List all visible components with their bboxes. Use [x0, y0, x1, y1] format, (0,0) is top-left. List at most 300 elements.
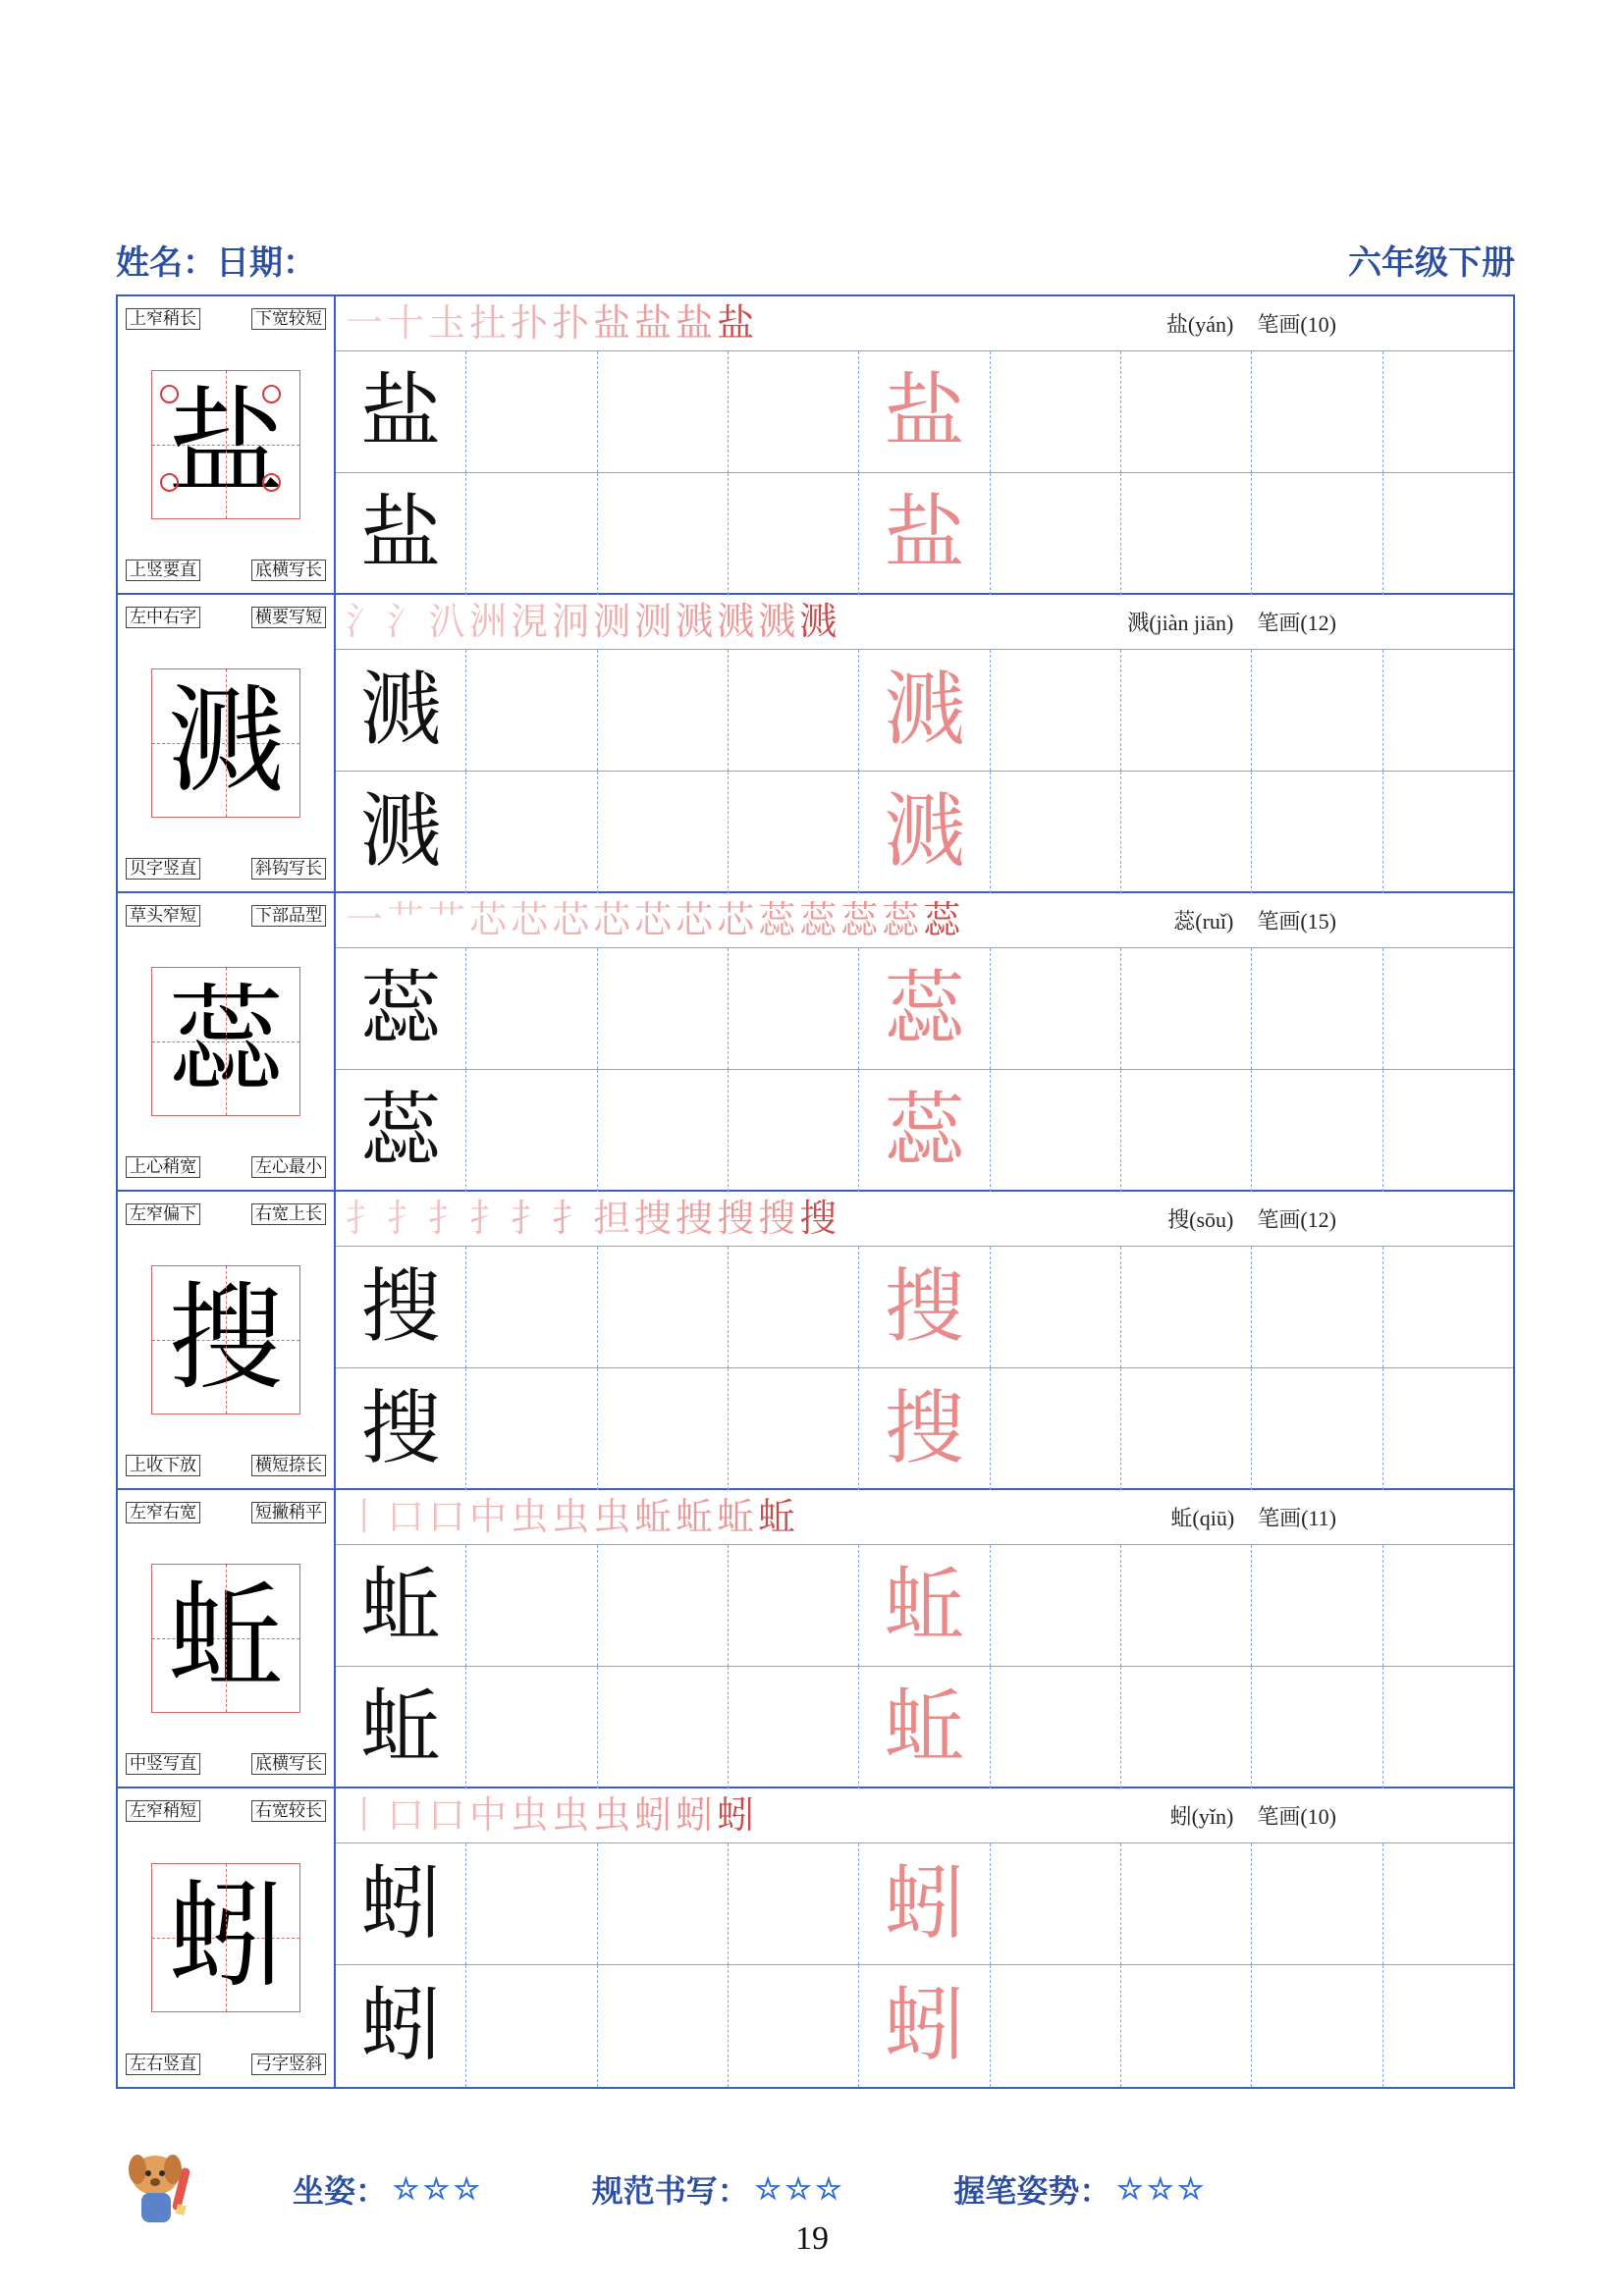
practice-cell[interactable]	[1383, 473, 1513, 595]
practice-cell[interactable]	[1383, 1247, 1513, 1367]
practice-cell[interactable]	[1252, 351, 1382, 472]
practice-cell[interactable]	[1383, 772, 1513, 893]
tip-bottom-right: 横短捺长	[251, 1455, 326, 1476]
traced-character: 蕊	[884, 963, 965, 1053]
practice-cell[interactable]	[336, 1070, 466, 1192]
practice-cell[interactable]	[859, 948, 990, 1069]
practice-cell[interactable]	[1121, 1667, 1252, 1789]
pinyin-label: 蚯(qiū)	[1170, 1506, 1235, 1530]
practice-cell[interactable]	[466, 650, 597, 771]
character-row	[118, 893, 1513, 1192]
practice-cell[interactable]	[991, 1247, 1121, 1367]
grip-label: 握笔姿势：	[953, 2173, 1111, 2209]
practice-cell[interactable]	[336, 1843, 466, 1964]
practice-cell[interactable]	[598, 351, 729, 472]
stroke-step: 扌	[387, 1198, 425, 1240]
practice-cell[interactable]	[729, 948, 859, 1069]
stroke-step: 捜	[676, 1198, 714, 1240]
stroke-step: 蚓	[676, 1794, 714, 1837]
stroke-step: 蕊	[882, 899, 920, 941]
tip-bottom-left: 上收下放	[126, 1455, 200, 1476]
printed-character: 盐	[360, 366, 442, 456]
page-footer	[116, 2155, 1515, 2223]
stroke-step: 盐	[634, 302, 673, 345]
practice-cell[interactable]	[1383, 650, 1513, 771]
practice-cell[interactable]	[336, 351, 466, 472]
tips-top	[126, 1502, 326, 1523]
practice-cell[interactable]	[598, 1070, 729, 1192]
stroke-step: 一	[346, 302, 384, 345]
practice-cell[interactable]	[466, 1368, 597, 1490]
writing-stars[interactable]: ☆☆☆	[754, 2172, 846, 2206]
stroke-step: 中	[469, 1496, 508, 1538]
posture-label: 坐姿：	[293, 2173, 388, 2209]
practice-cell[interactable]	[466, 1965, 597, 2087]
practice-grid	[336, 1843, 1513, 2087]
practice-cell[interactable]	[729, 351, 859, 472]
practice-area	[336, 296, 1513, 593]
practice-cell[interactable]	[598, 1667, 729, 1789]
practice-cell[interactable]	[859, 351, 990, 472]
practice-cell[interactable]	[1252, 772, 1382, 893]
tip-top-right: 右宽较长	[251, 1800, 326, 1822]
stroke-order-list	[336, 601, 838, 643]
posture-stars[interactable]: ☆☆☆	[393, 2172, 484, 2206]
tip-top-left: 草头窄短	[126, 905, 200, 927]
printed-character: 蕊	[360, 1086, 442, 1175]
stroke-step: 口	[387, 1496, 425, 1538]
practice-cell[interactable]	[336, 650, 466, 771]
stroke-order-strip	[336, 1490, 1513, 1545]
stroke-step: 泂	[552, 601, 590, 643]
stroke-step: 扑	[511, 302, 549, 345]
stroke-step: 搜	[758, 1198, 796, 1240]
stroke-step: 口	[428, 1496, 466, 1538]
practice-cell[interactable]	[1383, 1368, 1513, 1490]
practice-cell[interactable]	[991, 1667, 1121, 1789]
traced-character: 蚯	[884, 1682, 965, 1772]
tips-top	[126, 607, 326, 628]
grip-stars[interactable]: ☆☆☆	[1116, 2172, 1209, 2206]
printed-character: 蚯	[360, 1560, 442, 1650]
tip-top-left: 左窄右宽	[126, 1502, 200, 1523]
stroke-step: 十	[387, 302, 425, 345]
stroke-step: 芯	[593, 899, 631, 941]
stroke-step: 芯	[552, 899, 590, 941]
stroke-marker	[160, 473, 179, 492]
student-name-label: 姓名：	[116, 244, 216, 282]
practice-cell[interactable]	[1121, 1843, 1252, 1964]
printed-character: 蚯	[360, 1682, 442, 1772]
stroke-step: 口	[387, 1794, 425, 1837]
stroke-marker	[160, 385, 179, 403]
model-glyph: 蚯	[167, 1574, 284, 1702]
practice-cell[interactable]	[1383, 1965, 1513, 2087]
character-row	[118, 595, 1513, 893]
stroke-step: 搜	[799, 1198, 838, 1240]
pinyin-label: 蕊(ruǐ)	[1173, 909, 1234, 934]
writing-rating	[592, 2166, 846, 2212]
tip-bottom-left: 上竖要直	[126, 560, 200, 581]
stroke-step: 虫	[552, 1794, 590, 1837]
posture-rating	[293, 2166, 484, 2212]
stroke-step: 蚓	[717, 1794, 755, 1837]
practice-cell[interactable]	[466, 351, 597, 472]
writing-label: 规范书写：	[591, 2173, 749, 2209]
model-grid-box	[151, 1863, 300, 2012]
tip-top-right: 横要写短	[251, 607, 326, 628]
model-character-cell	[118, 1789, 336, 2087]
practice-cell[interactable]	[466, 1843, 597, 1964]
character-row	[118, 1490, 1513, 1789]
stroke-step: 盐	[676, 302, 714, 345]
practice-cell[interactable]	[1383, 948, 1513, 1069]
practice-cell[interactable]	[1121, 1247, 1252, 1367]
practice-cell[interactable]	[859, 1545, 990, 1666]
practice-cell[interactable]	[729, 1843, 859, 1964]
traced-character: 蚓	[884, 1981, 965, 2070]
practice-cell[interactable]	[729, 1070, 859, 1192]
model-character-cell	[118, 296, 336, 593]
character-meta	[1173, 905, 1336, 935]
practice-cell[interactable]	[1383, 1667, 1513, 1789]
practice-cell[interactable]	[991, 351, 1121, 472]
practice-grid-row	[336, 473, 1513, 595]
practice-cell[interactable]	[336, 1247, 466, 1367]
practice-grid	[336, 351, 1513, 595]
practice-cell[interactable]	[1121, 650, 1252, 771]
practice-grid-row	[336, 1070, 1513, 1192]
stroke-step: 蚯	[676, 1496, 714, 1538]
stroke-step: 涀	[511, 601, 549, 643]
practice-cell[interactable]	[466, 1545, 597, 1666]
practice-cell[interactable]	[991, 772, 1121, 893]
stroke-step: 溅	[717, 601, 755, 643]
practice-cell[interactable]	[466, 1247, 597, 1367]
stroke-step: 蚓	[634, 1794, 673, 1837]
practice-cell[interactable]	[991, 1965, 1121, 2087]
stroke-step: 丨	[346, 1496, 384, 1538]
stroke-step: 洲	[469, 601, 508, 643]
tips-top	[126, 1203, 326, 1225]
model-glyph: 搜	[167, 1275, 284, 1404]
practice-cell[interactable]	[1383, 1070, 1513, 1192]
stroke-step: 捜	[634, 1198, 673, 1240]
stroke-order-strip	[336, 1192, 1513, 1247]
stroke-marker	[262, 385, 281, 403]
practice-area	[336, 1192, 1513, 1488]
character-meta	[1166, 308, 1336, 339]
model-grid-box	[151, 967, 300, 1116]
stroke-step: 扑	[552, 302, 590, 345]
practice-cell[interactable]	[859, 650, 990, 771]
tip-top-left: 左窄偏下	[126, 1203, 200, 1225]
character-row	[118, 296, 1513, 595]
stroke-count-label: 笔画(15)	[1257, 909, 1336, 934]
pinyin-label: 盐(yán)	[1165, 312, 1234, 337]
practice-grid-row	[336, 1965, 1513, 2087]
page-number: 19	[795, 2220, 829, 2257]
practice-cell[interactable]	[336, 473, 466, 595]
tips-top	[126, 905, 326, 927]
practice-cell[interactable]	[336, 1545, 466, 1666]
practice-cell[interactable]	[1252, 1667, 1382, 1789]
stroke-step: 虫	[593, 1794, 631, 1837]
tips-bottom	[126, 1455, 326, 1476]
tip-top-right: 下部品型	[251, 905, 326, 927]
character-row	[118, 1789, 1513, 2087]
practice-cell[interactable]	[598, 772, 729, 893]
practice-cell[interactable]	[729, 1368, 859, 1490]
printed-character: 盐	[360, 489, 442, 578]
stroke-order-list	[336, 1496, 796, 1538]
tip-bottom-right: 弓字竖斜	[251, 2054, 326, 2075]
practice-cell[interactable]	[729, 473, 859, 595]
practice-cell[interactable]	[1252, 1965, 1382, 2087]
practice-cell[interactable]	[859, 473, 990, 595]
practice-cell[interactable]	[1121, 473, 1252, 595]
traced-character: 溅	[884, 665, 965, 755]
stroke-step: 蕊	[923, 899, 961, 941]
traced-character: 蚯	[884, 1560, 965, 1650]
practice-cell[interactable]	[598, 1843, 729, 1964]
practice-cell[interactable]	[859, 772, 990, 893]
date-label: 日期：	[216, 244, 316, 282]
model-glyph: 盐	[167, 380, 284, 508]
stroke-step: 氵	[346, 601, 384, 643]
practice-grid-row	[336, 1368, 1513, 1490]
tips-top	[126, 308, 326, 330]
traced-character: 蕊	[884, 1086, 965, 1175]
stroke-step: 芯	[634, 899, 673, 941]
tips-bottom	[126, 858, 326, 880]
practice-grid	[336, 948, 1513, 1192]
printed-character: 搜	[360, 1384, 442, 1473]
practice-cell[interactable]	[1252, 1070, 1382, 1192]
stroke-step: 蚯	[634, 1496, 673, 1538]
practice-cell[interactable]	[1121, 948, 1252, 1069]
grip-rating	[953, 2166, 1208, 2212]
stroke-count-label: 笔画(11)	[1258, 1506, 1336, 1530]
traced-character: 盐	[884, 366, 965, 456]
model-character-cell	[118, 893, 336, 1190]
tip-top-left: 上窄稍长	[126, 308, 200, 330]
stroke-step: 芯	[469, 899, 508, 941]
practice-cell[interactable]	[1121, 1070, 1252, 1192]
practice-cell[interactable]	[1383, 351, 1513, 472]
practice-cell[interactable]	[336, 1368, 466, 1490]
stroke-step: 一	[346, 899, 384, 941]
practice-cell[interactable]	[859, 1965, 990, 2087]
stroke-step: 蕊	[799, 899, 838, 941]
stroke-step: 蕊	[840, 899, 879, 941]
model-grid-box	[151, 1265, 300, 1415]
stroke-step: 蚯	[758, 1496, 796, 1538]
practice-cell[interactable]	[991, 948, 1121, 1069]
model-grid-box	[151, 1564, 300, 1713]
practice-cell[interactable]	[991, 1368, 1121, 1490]
practice-cell[interactable]	[1252, 473, 1382, 595]
stroke-order-strip	[336, 1789, 1513, 1843]
printed-character: 蚓	[360, 1981, 442, 2070]
stroke-step: 蕊	[758, 899, 796, 941]
practice-cell[interactable]	[991, 1843, 1121, 1964]
practice-cell[interactable]	[1121, 772, 1252, 893]
practice-grid	[336, 650, 1513, 893]
practice-cell[interactable]	[1121, 1368, 1252, 1490]
practice-cell[interactable]	[336, 1667, 466, 1789]
stroke-step: 扌	[428, 1198, 466, 1240]
traced-character: 溅	[884, 787, 965, 877]
stroke-step: 盐	[717, 302, 755, 345]
stroke-step: 芯	[676, 899, 714, 941]
stroke-step: 艹	[387, 899, 425, 941]
practice-cell[interactable]	[598, 1965, 729, 2087]
practice-cell[interactable]	[598, 1545, 729, 1666]
practice-cell[interactable]	[729, 1247, 859, 1367]
stroke-marker	[262, 473, 281, 492]
practice-cell[interactable]	[1252, 650, 1382, 771]
model-grid-box	[151, 370, 300, 519]
practice-cell[interactable]	[598, 1247, 729, 1367]
stroke-step: 虫	[511, 1794, 549, 1837]
stroke-step: 溅	[676, 601, 714, 643]
practice-cell[interactable]	[336, 1965, 466, 2087]
practice-cell[interactable]	[1121, 1545, 1252, 1666]
tip-top-right: 短撇稍平	[251, 1502, 326, 1523]
model-glyph: 溅	[167, 678, 284, 807]
tip-bottom-right: 底横写长	[251, 560, 326, 581]
stroke-step: 扗	[469, 302, 508, 345]
stroke-step: 氵	[387, 601, 425, 643]
stroke-step: 测	[634, 601, 673, 643]
practice-cell[interactable]	[991, 650, 1121, 771]
stroke-count-label: 笔画(10)	[1257, 1804, 1336, 1829]
practice-grid	[336, 1247, 1513, 1490]
traced-character: 搜	[884, 1384, 965, 1473]
tip-bottom-left: 上心稍宽	[126, 1156, 200, 1178]
model-character-cell	[118, 595, 336, 891]
practice-cell[interactable]	[1252, 948, 1382, 1069]
character-meta	[1170, 1502, 1336, 1532]
tip-top-left: 左中右字	[126, 607, 200, 628]
practice-cell[interactable]	[729, 650, 859, 771]
model-character-cell	[118, 1192, 336, 1488]
practice-cell[interactable]	[598, 473, 729, 595]
practice-cell[interactable]	[729, 772, 859, 893]
stroke-step: 丨	[346, 1794, 384, 1837]
practice-cell[interactable]	[336, 772, 466, 893]
practice-cell[interactable]	[1252, 1368, 1382, 1490]
practice-cell[interactable]	[466, 772, 597, 893]
character-meta	[1167, 1203, 1336, 1234]
practice-cell[interactable]	[859, 1070, 990, 1192]
practice-cell[interactable]	[991, 1070, 1121, 1192]
stroke-count-label: 笔画(12)	[1257, 1207, 1336, 1232]
stroke-step: 测	[593, 601, 631, 643]
pinyin-label: 溅(jiàn jiān)	[1127, 611, 1234, 635]
practice-cell[interactable]	[859, 1368, 990, 1490]
practice-cell[interactable]	[466, 473, 597, 595]
model-character-cell	[118, 1490, 336, 1787]
tip-bottom-left: 贝字竖直	[126, 858, 200, 880]
stroke-step: 扌	[511, 1198, 549, 1240]
traced-character: 搜	[884, 1261, 965, 1352]
stroke-step: 芯	[717, 899, 755, 941]
stroke-step: 扌	[346, 1198, 384, 1240]
stroke-step: 蚯	[717, 1496, 755, 1538]
tip-top-left: 左窄稍短	[126, 1800, 200, 1822]
practice-cell[interactable]	[1252, 1843, 1382, 1964]
tip-bottom-left: 左右竖直	[126, 2054, 200, 2075]
practice-cell[interactable]	[336, 948, 466, 1069]
tips-bottom	[126, 1753, 326, 1775]
stroke-step: 担	[593, 1198, 631, 1240]
practice-cell[interactable]	[729, 1965, 859, 2087]
stroke-step: 艹	[428, 899, 466, 941]
practice-cell[interactable]	[859, 1667, 990, 1789]
practice-grid-row	[336, 351, 1513, 473]
tip-bottom-left: 中竖写直	[126, 1753, 200, 1775]
practice-cell[interactable]	[859, 1247, 990, 1367]
page-header	[116, 236, 1515, 283]
stroke-step: 虫	[593, 1496, 631, 1538]
practice-cell[interactable]	[1252, 1247, 1382, 1367]
practice-cell[interactable]	[598, 650, 729, 771]
stroke-step: 虫	[511, 1496, 549, 1538]
pinyin-label: 搜(sōu)	[1167, 1207, 1234, 1232]
practice-cell[interactable]	[729, 1667, 859, 1789]
stroke-step: 溅	[799, 601, 838, 643]
practice-cell[interactable]	[1383, 1843, 1513, 1964]
practice-area	[336, 1789, 1513, 2087]
practice-cell[interactable]	[859, 1843, 990, 1964]
model-glyph: 蚓	[167, 1873, 284, 2002]
practice-cell[interactable]	[1252, 1545, 1382, 1666]
tips-bottom	[126, 1156, 326, 1178]
character-meta	[1170, 1800, 1336, 1831]
stroke-order-list	[336, 1198, 838, 1240]
practice-cell[interactable]	[1121, 351, 1252, 472]
stroke-count-label: 笔画(12)	[1257, 611, 1336, 635]
practice-cell[interactable]	[991, 1545, 1121, 1666]
practice-cell[interactable]	[598, 948, 729, 1069]
practice-cell[interactable]	[991, 473, 1121, 595]
stroke-step: 口	[428, 1794, 466, 1837]
tips-bottom	[126, 560, 326, 581]
tip-bottom-right: 左心最小	[251, 1156, 326, 1178]
practice-cell[interactable]	[466, 1070, 597, 1192]
stroke-order-strip	[336, 893, 1513, 948]
practice-cell[interactable]	[466, 1667, 597, 1789]
practice-area	[336, 1490, 1513, 1787]
stroke-step: 虫	[552, 1496, 590, 1538]
stroke-step: 溅	[758, 601, 796, 643]
practice-cell[interactable]	[1383, 1545, 1513, 1666]
stroke-order-list	[336, 1794, 755, 1837]
practice-cell[interactable]	[1121, 1965, 1252, 2087]
practice-cell[interactable]	[466, 948, 597, 1069]
practice-grid-row	[336, 772, 1513, 893]
practice-cell[interactable]	[729, 1545, 859, 1666]
stroke-step: 搜	[717, 1198, 755, 1240]
printed-character: 蕊	[360, 963, 442, 1053]
practice-cell[interactable]	[598, 1368, 729, 1490]
character-row	[118, 1192, 1513, 1490]
stroke-step: 盐	[593, 302, 631, 345]
stroke-step: 汃	[428, 601, 466, 643]
tip-bottom-right: 斜钩写长	[251, 858, 326, 880]
